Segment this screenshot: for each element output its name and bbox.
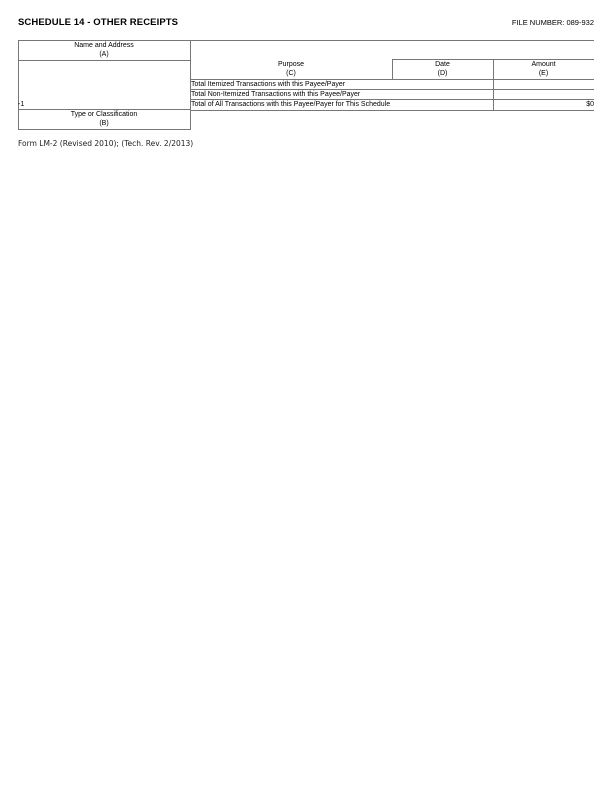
- amount-label: Amount: [531, 61, 556, 68]
- purpose-letter: (C): [286, 70, 296, 77]
- page-title: SCHEDULE 14 - OTHER RECEIPTS: [18, 17, 179, 28]
- itemized-total-label: Total Itemized Transactions with this Payee/Payer: [191, 80, 346, 88]
- amount-letter: (E): [538, 70, 549, 77]
- date-label: Date: [435, 61, 450, 68]
- total-row-rule: [190, 110, 594, 111]
- all-transactions-total-amount: $0: [586, 100, 594, 108]
- table-top-rule: [18, 40, 594, 41]
- date-letter: (D): [437, 70, 448, 77]
- form-revision-note: Form LM-2 (Revised 2010); (Tech. Rev. 2/2013): [18, 139, 194, 148]
- name-header-rule: [18, 60, 190, 61]
- all-transactions-total-label: Total of All Transactions with this Payee/Payer for This Schedule: [191, 100, 391, 108]
- table-bottom-rule: [18, 129, 190, 130]
- entry-value: -1: [18, 100, 25, 108]
- file-number: FILE NUMBER: 089-932: [511, 18, 594, 27]
- purpose-label: Purpose: [277, 61, 305, 68]
- entry-row-rule: [18, 109, 190, 110]
- non-itemized-total-label: Total Non-Itemized Transactions with this Payee/Payer: [191, 90, 361, 98]
- name-address-letter: (A): [99, 51, 109, 58]
- type-classification-label: Type or Classification: [70, 111, 138, 118]
- name-address-label: Name and Address: [74, 42, 134, 49]
- type-classification-letter: (B): [99, 120, 109, 127]
